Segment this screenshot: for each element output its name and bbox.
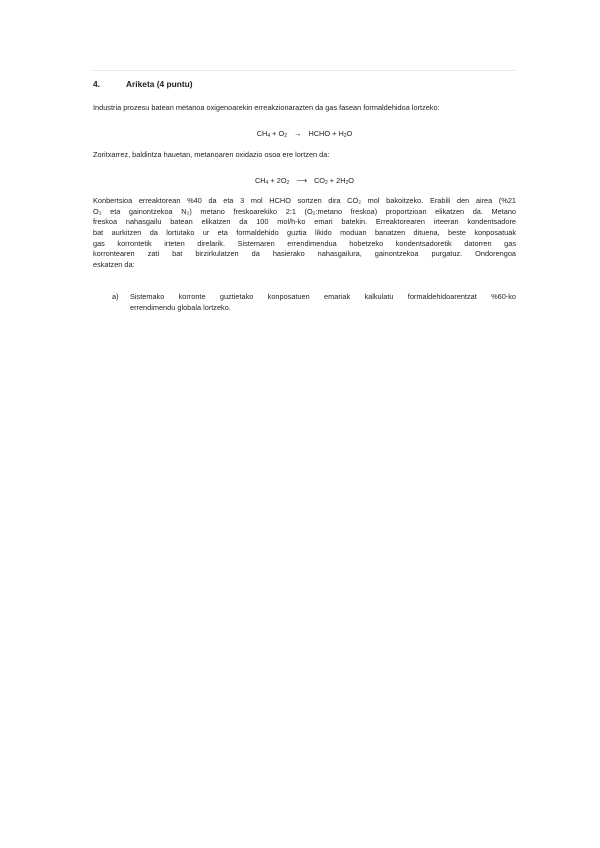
statement-line: korrontearen zati bat birzirkulatzen da hasierako nahasgailura, gainontzekoa purgatuz. Ondorengoa [93,249,516,259]
intro-text: Industria prozesu batean metanoa oxigenoarekin erreakzionarazten da gas fasean formaldehidoa lortzeko: [93,103,440,112]
reaction2-reactants: $CH_4 + 2O_2$ [254,176,290,186]
question-line: Sistemako korronte guztietako konposatuen emariak kalkulatu formaldehidoarentzat %60-ko [130,292,516,301]
reaction1-products: HCHO + $H_2O$ [308,129,353,139]
statement-line: gas korrontetik irteten direlarik. Sistemaren errendimendua hobetzeko kondentsadoretik datorren gas [93,238,516,248]
reaction-arrow-icon: ⟶ [296,176,307,185]
side-reaction-paragraph [93,150,516,161]
statement-line: O₂ eta gainontzekoa N₂) metano freskoarekiko 2:1 (O₂:metano freskoa) proportzioan elikatzen da. Metano [93,206,516,216]
side-reaction-text: Zoritxarrez, baldintza hauetan, metanoaren oxidazio osoa ere lortzen da: [93,150,330,159]
statement-line: eskatzen da: [93,260,135,270]
reaction2-products: $CO_2 + 2H_2O$ [313,176,355,186]
exercise-heading [93,79,523,89]
reaction-equation-1 [93,129,516,138]
reaction1-reactants: $CH_4 + O_2$ [256,129,288,139]
statement-line: freskoa nahasgailu batean elikatzen da 100 mol/h-ko emari batekin. Erreaktorearen irteeran kondentsadore [93,217,516,227]
intro-paragraph [93,103,516,114]
header-divider [93,70,516,71]
statement-line: Konbertsioa erreaktorean %40 da eta 3 mol HCHO sortzen dira CO₂ mol bakoitzeko. Erabili den airea (%21 [93,196,516,205]
question-line: errendimendu globala lortzeko. [130,302,231,312]
reaction-arrow-icon: → [294,129,302,138]
reaction-equation-2 [93,176,516,185]
statement-line: bat aurkitzen da lortutako ur eta formaldehido guztia likido moduan banatzen dituena, beste konposatuak [93,228,516,238]
exercise-title: Ariketa (4 puntu) [126,79,193,89]
problem-statement [93,196,516,271]
question-marker: a) [112,292,119,301]
exercise-number: 4. [93,79,100,89]
